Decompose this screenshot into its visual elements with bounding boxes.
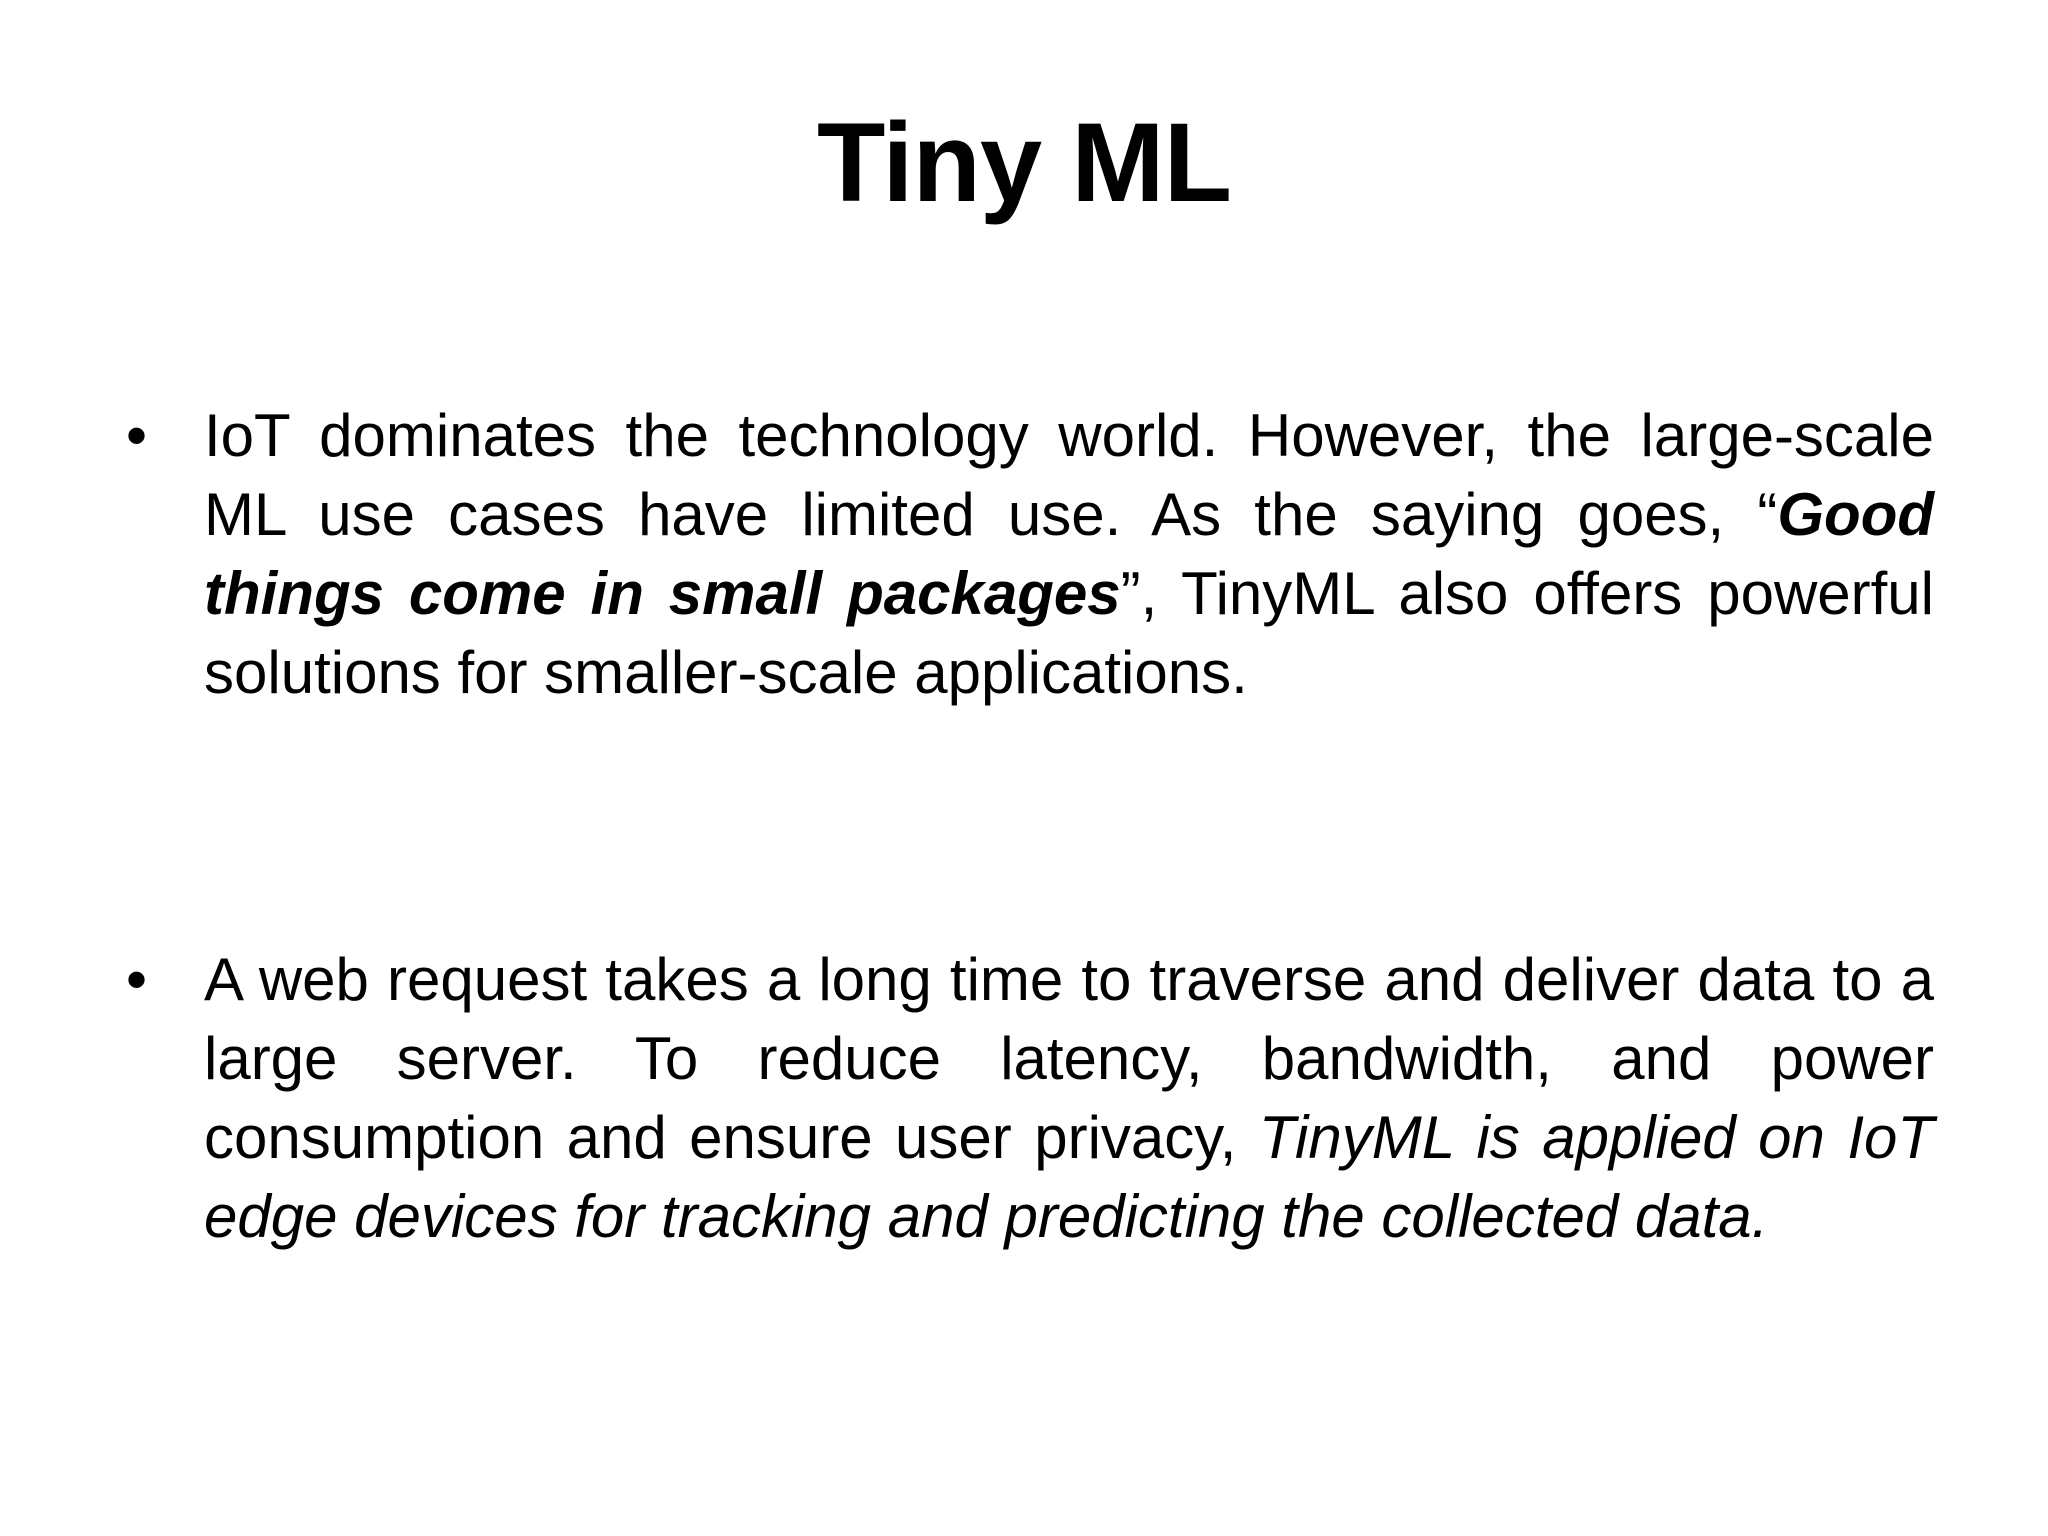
bullet-text-intro: IoT dominates the technology world. However, the large-scale ML use cases have limited use. As the saying goes, “ — [204, 402, 1934, 548]
bullet-text-intro: A web request takes a long time to traverse and deliver data to a large server. To reduce latency, bandwidth, and power consumption and ensure user privacy, — [204, 946, 1934, 1171]
bullet-italic-emphasis: TinyML is applied on IoT edge devices for tracking and predicting the collected data. — [204, 1104, 1935, 1250]
bullet-item-iot — [126, 396, 1935, 712]
bullet-item-web-request — [126, 940, 1935, 1256]
slide-title: Tiny ML — [816, 100, 1232, 225]
bullet-quote-emphasis: Good things come in small packages — [204, 481, 1934, 627]
bullet-dot-icon: • — [126, 946, 148, 1013]
bullet-text-conclusion: ”, TinyML also offers powerful solutions for smaller-scale applications. — [204, 560, 1935, 706]
bullet-dot-icon: • — [126, 402, 148, 469]
